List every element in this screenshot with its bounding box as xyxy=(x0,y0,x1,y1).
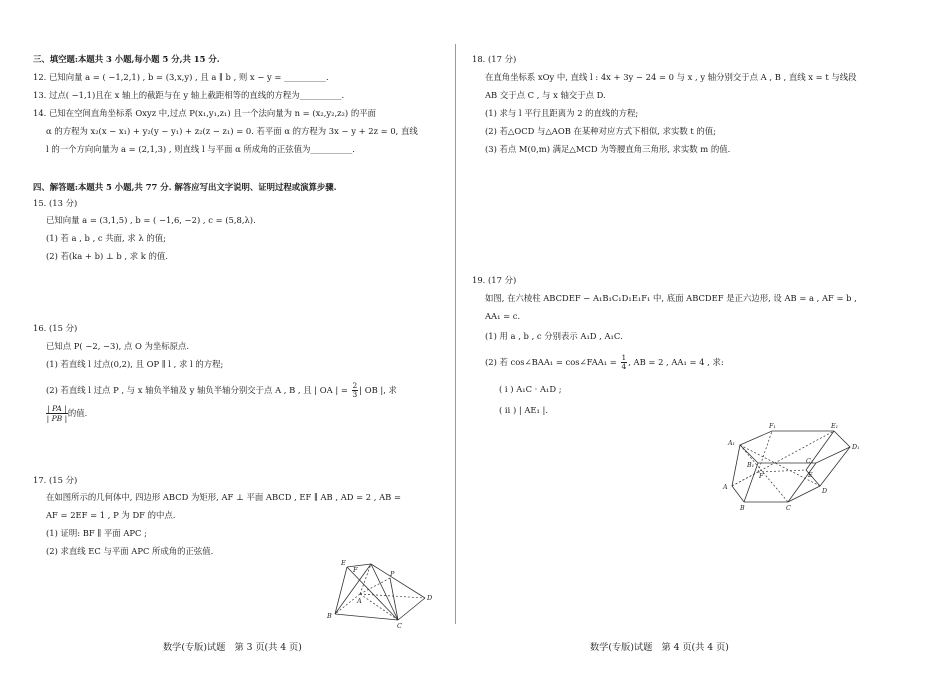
label-E: E xyxy=(341,559,346,567)
edge-B-E xyxy=(335,567,347,614)
edge-A-B xyxy=(732,486,744,502)
question-19-part-2: (2) 若 cos∠BAA₁ = cos∠FAA₁ = $\frac{1}{4}$ , AB = 2 , AA₁ = 4 , 求: xyxy=(485,353,724,371)
label-P: P xyxy=(390,570,395,578)
edge-A-A1 xyxy=(732,445,740,486)
label-B: B xyxy=(327,612,332,620)
question-17-title: 17. (15 分) xyxy=(33,475,78,485)
label-E1: E₁ xyxy=(831,423,839,430)
label-A: A xyxy=(357,597,362,605)
hexagonal-prism-figure-q19 xyxy=(720,418,870,510)
edge-A-C xyxy=(360,594,398,620)
geometry-figure-q17 xyxy=(318,556,438,628)
question-19-part-1: (1) 用 a , b , c 分别表示 A₁D , A₁C. xyxy=(485,331,623,341)
label-D1: D₁ xyxy=(852,444,860,451)
label-A: A xyxy=(723,484,728,491)
question-18-title: 18. (17 分) xyxy=(472,54,517,64)
edge-P-C xyxy=(390,578,398,620)
section-3-heading: 三、填空题:本题共 3 小题,每小题 5 分,共 15 分. xyxy=(33,54,220,64)
question-16-part-2-cont: $\frac{| PA |}{| PB |}$ 的值. xyxy=(46,404,88,423)
question-18-line-2: AB 交于点 C , 与 x 轴交于点 D. xyxy=(485,90,606,100)
edge-D-D1 xyxy=(820,447,850,486)
question-16-part-1: (1) 若直线 l 过点(0,2), 且 OP ∥ l , 求 l 的方程; xyxy=(46,359,224,369)
question-16-part-2: (2) 若直线 l 过点 P , 与 x 轴负半轴及 y 轴负半轴分别交于点 A , B , 且 | OA | = $\frac{2}{3}$ | OB |, 求 xyxy=(46,381,397,399)
edge-C-D xyxy=(398,598,425,620)
label-B: B xyxy=(740,505,745,510)
question-18-part-1: (1) 求与 l 平行且距离为 2 的直线的方程; xyxy=(485,108,639,118)
label-D: D xyxy=(427,594,433,602)
label-C: C xyxy=(397,622,402,628)
edge-C-D xyxy=(788,486,820,502)
question-14-line-3: l 的一个方向向量为 a = (2,1,3) , 则直线 l 与平面 α 所成角的正弦值为__________. xyxy=(46,144,355,154)
question-15-part-2: (2) 若(ka + b) ⊥ b , 求 k 的值. xyxy=(46,251,168,261)
label-F: F xyxy=(353,566,358,574)
label-C: C xyxy=(786,505,791,510)
label-A1: A₁ xyxy=(728,440,736,447)
edge-F-F1 xyxy=(758,431,772,472)
edge-A-P xyxy=(360,578,390,594)
edge-E-F xyxy=(347,564,371,567)
label-B1: B₁ xyxy=(747,462,755,469)
question-14-line-1: 14. 已知在空间直角坐标系 Oxyz 中,过点 P(x₁,y₁,z₁) 且一个法向量为 n = (x₂,y₂,z₂) 的平面 xyxy=(33,108,376,118)
question-15-title: 15. (13 分) xyxy=(33,198,78,208)
edge-F-E xyxy=(758,470,806,472)
footer-page-3: 数学(专版)试题 第 3 页(共 4 页) xyxy=(163,642,302,653)
question-17-part-2: (2) 求直线 EC 与平面 APC 所成角的正弦值. xyxy=(46,546,214,556)
label-F: F xyxy=(759,473,764,480)
top-hexagon xyxy=(740,431,850,463)
diag-A-E1 xyxy=(732,431,834,486)
fraction-two-thirds: $\frac{2}{3}$ xyxy=(352,381,358,399)
edge-A-F xyxy=(360,564,371,594)
section-4-heading: 四、解答题:本题共 5 小题,共 77 分. 解答应写出文字说明、证明过程或演算步骤. xyxy=(33,182,337,192)
question-15-line-1: 已知向量 a = (3,1,5) , b = ( −1,6, −2) , c = (5,8,λ). xyxy=(46,215,256,225)
question-18-part-3: (3) 若点 M(0,m) 满足△MCD 为等腰直角三角形, 求实数 m 的值. xyxy=(485,144,731,154)
footer-page-4: 数学(专版)试题 第 4 页(共 4 页) xyxy=(590,642,729,653)
question-19-part-2-i: ( ⅰ ) A₁C · A₁D ; xyxy=(499,384,562,394)
question-16-title: 16. (15 分) xyxy=(33,323,78,333)
question-19-line-2: AA₁ = c. xyxy=(485,311,521,321)
question-17-part-1: (1) 证明: BF ∥ 平面 APC ; xyxy=(46,528,147,538)
question-14-line-2: α 的方程为 x₂(x − x₁) + y₂(y − y₁) + z₂(z − z₁) = 0. 若平面 α 的方程为 3x − y + 2z = 0, 直线 xyxy=(46,126,418,136)
label-C1: C₁ xyxy=(806,458,814,465)
question-15-part-1: (1) 若 a , b , c 共面, 求 λ 的值; xyxy=(46,233,166,243)
question-18-part-2: (2) 若△OCD 与△AOB 在某种对应方式下相似, 求实数 t 的值; xyxy=(485,126,716,136)
label-F1: F₁ xyxy=(769,423,776,430)
label-D: D xyxy=(822,488,828,495)
question-16-line-1: 已知点 P( −2, −3), 点 O 为坐标原点. xyxy=(46,341,190,351)
edge-C-C1 xyxy=(788,463,816,502)
fraction-one-quarter: $\frac{1}{4}$ xyxy=(621,353,627,371)
question-18-line-1: 在直角坐标系 xOy 中, 直线 l : 4x + 3y − 24 = 0 与 x , y 轴分别交于点 A , B , 直线 x = t 与线段 xyxy=(485,72,857,82)
edge-B-C xyxy=(335,614,398,620)
question-19-title: 19. (17 分) xyxy=(472,275,517,285)
right-page xyxy=(468,0,950,688)
question-19-line-1: 如图, 在六棱柱 ABCDEF − A₁B₁C₁D₁E₁F₁ 中, 底面 ABCDEF 是正六边形, 设 AB = a , AF = b , xyxy=(485,293,857,303)
question-19-part-2-ii: ( ⅱ ) | AE₁ |. xyxy=(499,405,549,415)
question-12: 12. 已知向量 a = ( −1,2,1) , b = (3,x,y) , 且 a ∥ b , 则 x − y = __________. xyxy=(33,72,329,82)
question-17-line-2: AF = 2EF = 1 , P 为 DF 的中点. xyxy=(46,510,176,520)
edge-A-D xyxy=(360,594,425,598)
question-13: 13. 过点( −1,1)且在 x 轴上的截距与在 y 轴上截距相等的直线的方程为__________. xyxy=(33,90,345,100)
column-divider xyxy=(455,44,456,624)
left-page xyxy=(0,0,455,688)
question-17-line-1: 在如图所示的几何体中, 四边形 ABCD 为矩形, AF ⊥ 平面 ABCD , EF ∥ AB , AD = 2 , AB = xyxy=(46,492,402,502)
fraction-pa-pb: $\frac{| PA |}{| PB |}$ xyxy=(46,404,68,423)
label-E: E xyxy=(808,472,813,479)
